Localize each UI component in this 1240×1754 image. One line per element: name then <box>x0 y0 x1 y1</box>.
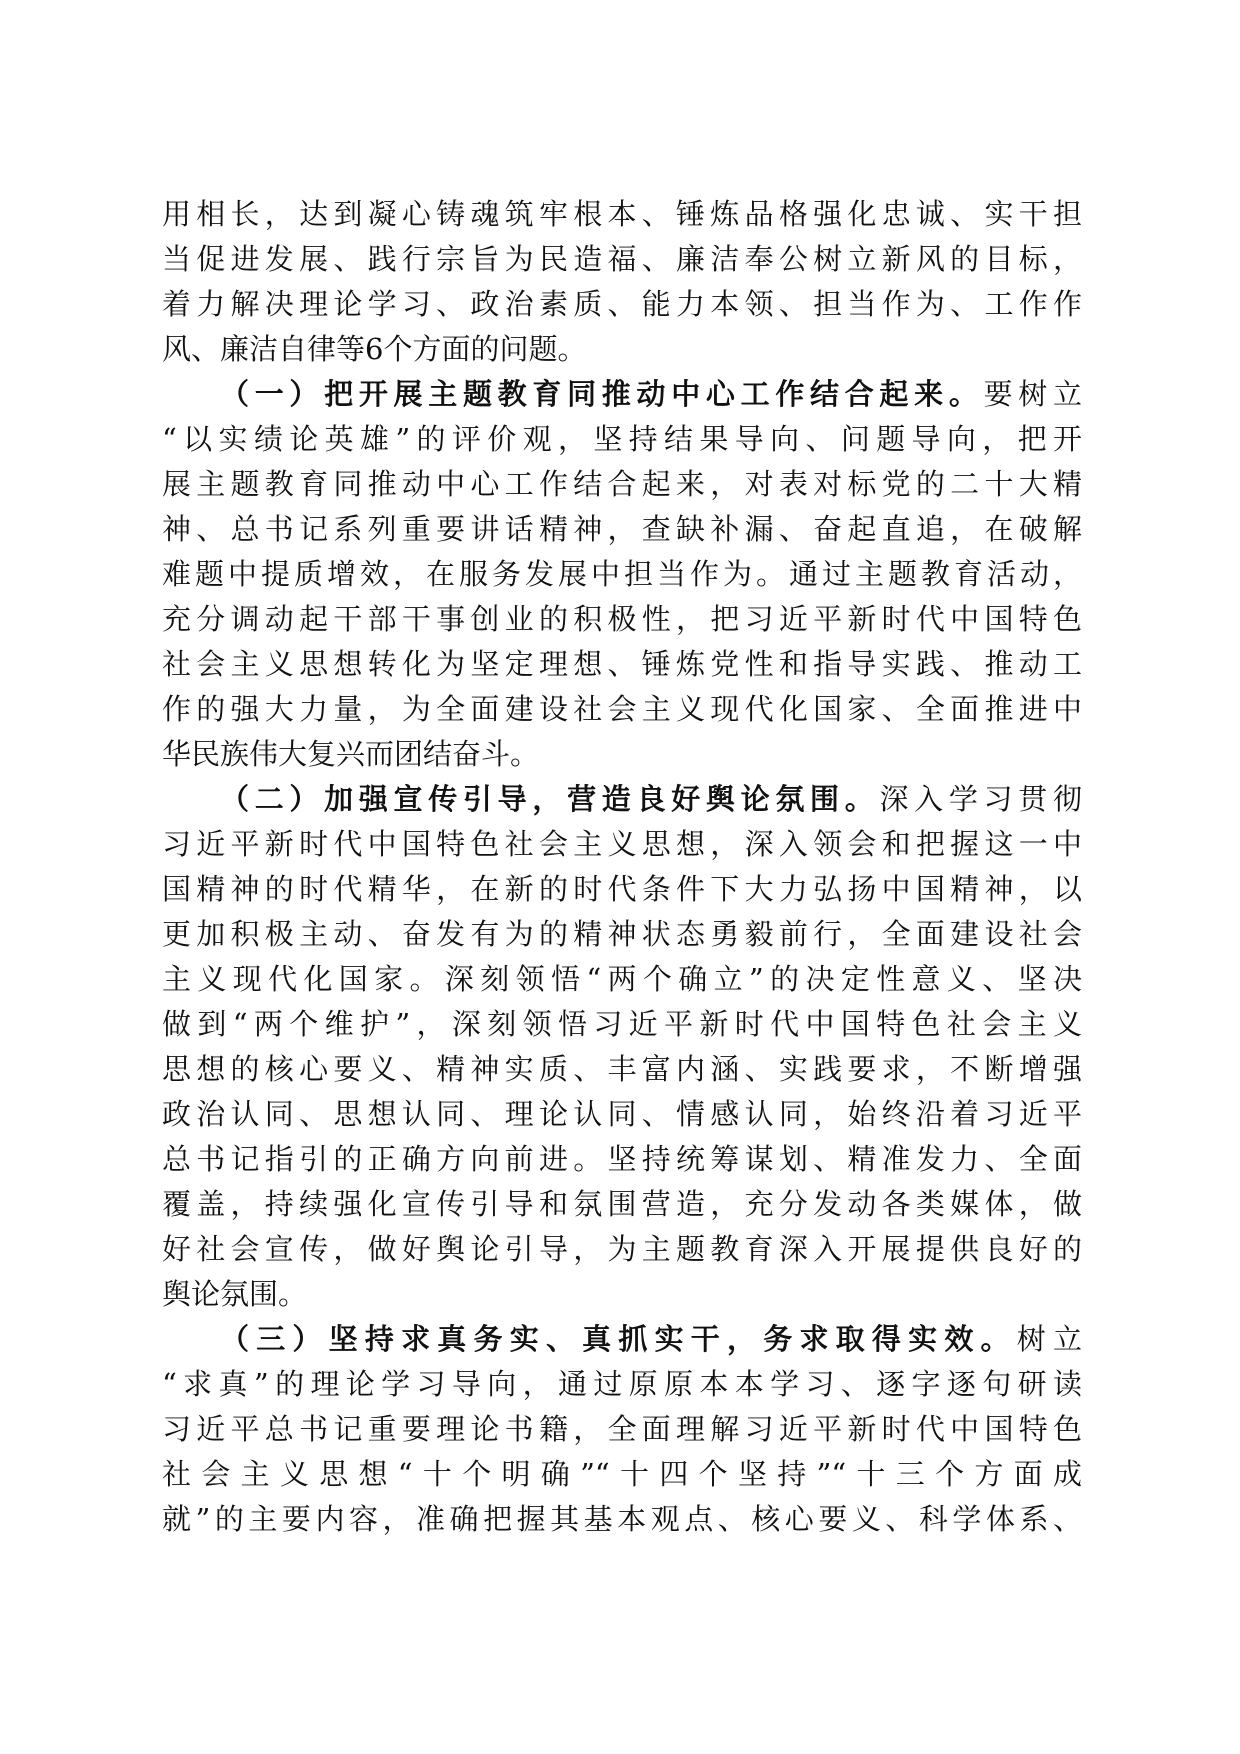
text-line: 风、廉洁自律等6个方面的问题。 <box>162 332 587 366</box>
text-line: 好社会宣传，做好舆论引导，为主题教育深入开展提供良好的 <box>162 1232 1082 1266</box>
text-line: 展主题教育同推动中心工作结合起来，对表对标党的二十大精 <box>162 467 1082 501</box>
text-line: 难题中提质增效，在服务发展中担当作为。通过主题教育活动， <box>162 557 1082 591</box>
text-line: 当促进发展、践行宗旨为民造福、廉洁奉公树立新风的目标， <box>162 242 1082 276</box>
text-line: 政治认同、思想认同、理论认同、情感认同，始终沿着习近平 <box>162 1097 1082 1131</box>
section-heading: （二）加强宣传引导，营造良好舆论氛围。 <box>220 782 880 816</box>
text-line: “以实绩论英雄”的评价观，坚持结果导向、问题导向，把开 <box>162 422 1082 456</box>
text-line: 习近平总书记重要理论书籍，全面理解习近平新时代中国特色 <box>162 1412 1082 1446</box>
section-heading-line <box>162 372 1082 417</box>
section-heading-line <box>162 777 1082 822</box>
text-line: 社会主义思想“十个明确”“十四个坚持”“十三个方面成 <box>162 1457 1082 1491</box>
section-heading-line <box>162 1317 1082 1362</box>
text-line: 社会主义思想转化为坚定理想、锤炼党性和指导实践、推动工 <box>162 647 1082 681</box>
document-page <box>162 192 1082 1542</box>
text-line: “求真”的理论学习导向，通过原原本本学习、逐字逐句研读 <box>162 1367 1082 1401</box>
text-line: 舆论氛围。 <box>162 1277 308 1311</box>
text-line: 习近平新时代中国特色社会主义思想，深入领会和把握这一中 <box>162 827 1082 861</box>
text-span: 要树立 <box>983 377 1082 411</box>
text-line: 用相长，达到凝心铸魂筑牢根本、锤炼品格强化忠诚、实干担 <box>162 197 1082 231</box>
text-line: 充分调动起干部干事创业的积极性，把习近平新时代中国特色 <box>162 602 1082 636</box>
text-line: 作的强大力量，为全面建设社会主义现代化国家、全面推进中 <box>162 692 1082 726</box>
section-heading: （三）坚持求真务实、真抓实干，务求取得实效。 <box>220 1322 1017 1356</box>
text-line: 更加积极主动、奋发有为的精神状态勇毅前行，全面建设社会 <box>162 917 1082 951</box>
paragraph-section-1 <box>162 372 1082 777</box>
text-line: 华民族伟大复兴而团结奋斗。 <box>162 737 540 771</box>
text-line: 着力解决理论学习、政治素质、能力本领、担当作为、工作作 <box>162 287 1082 321</box>
text-line: 神、总书记系列重要讲话精神，查缺补漏、奋起直追，在破解 <box>162 512 1082 546</box>
paragraph-intro-continuation <box>162 192 1082 372</box>
text-line: 总书记指引的正确方向前进。坚持统筹谋划、精准发力、全面 <box>162 1142 1082 1176</box>
text-span: 深入学习贯彻 <box>879 782 1082 816</box>
text-line: 覆盖，持续强化宣传引导和氛围营造，充分发动各类媒体，做 <box>162 1187 1082 1221</box>
text-span: 树立 <box>1016 1322 1082 1356</box>
paragraph-section-3 <box>162 1317 1082 1542</box>
text-line: 主义现代化国家。深刻领悟“两个确立”的决定性意义、坚决 <box>162 962 1082 996</box>
text-line: 国精神的时代精华，在新的时代条件下大力弘扬中国精神，以 <box>162 872 1082 906</box>
paragraph-section-2 <box>162 777 1082 1317</box>
text-line: 就”的主要内容，准确把握其基本观点、核心要义、科学体系、 <box>162 1502 1082 1536</box>
text-line: 做到“两个维护”，深刻领悟习近平新时代中国特色社会主义 <box>162 1007 1082 1041</box>
text-line: 思想的核心要义、精神实质、丰富内涵、实践要求，不断增强 <box>162 1052 1082 1086</box>
section-heading: （一）把开展主题教育同推动中心工作结合起来。 <box>220 377 984 411</box>
